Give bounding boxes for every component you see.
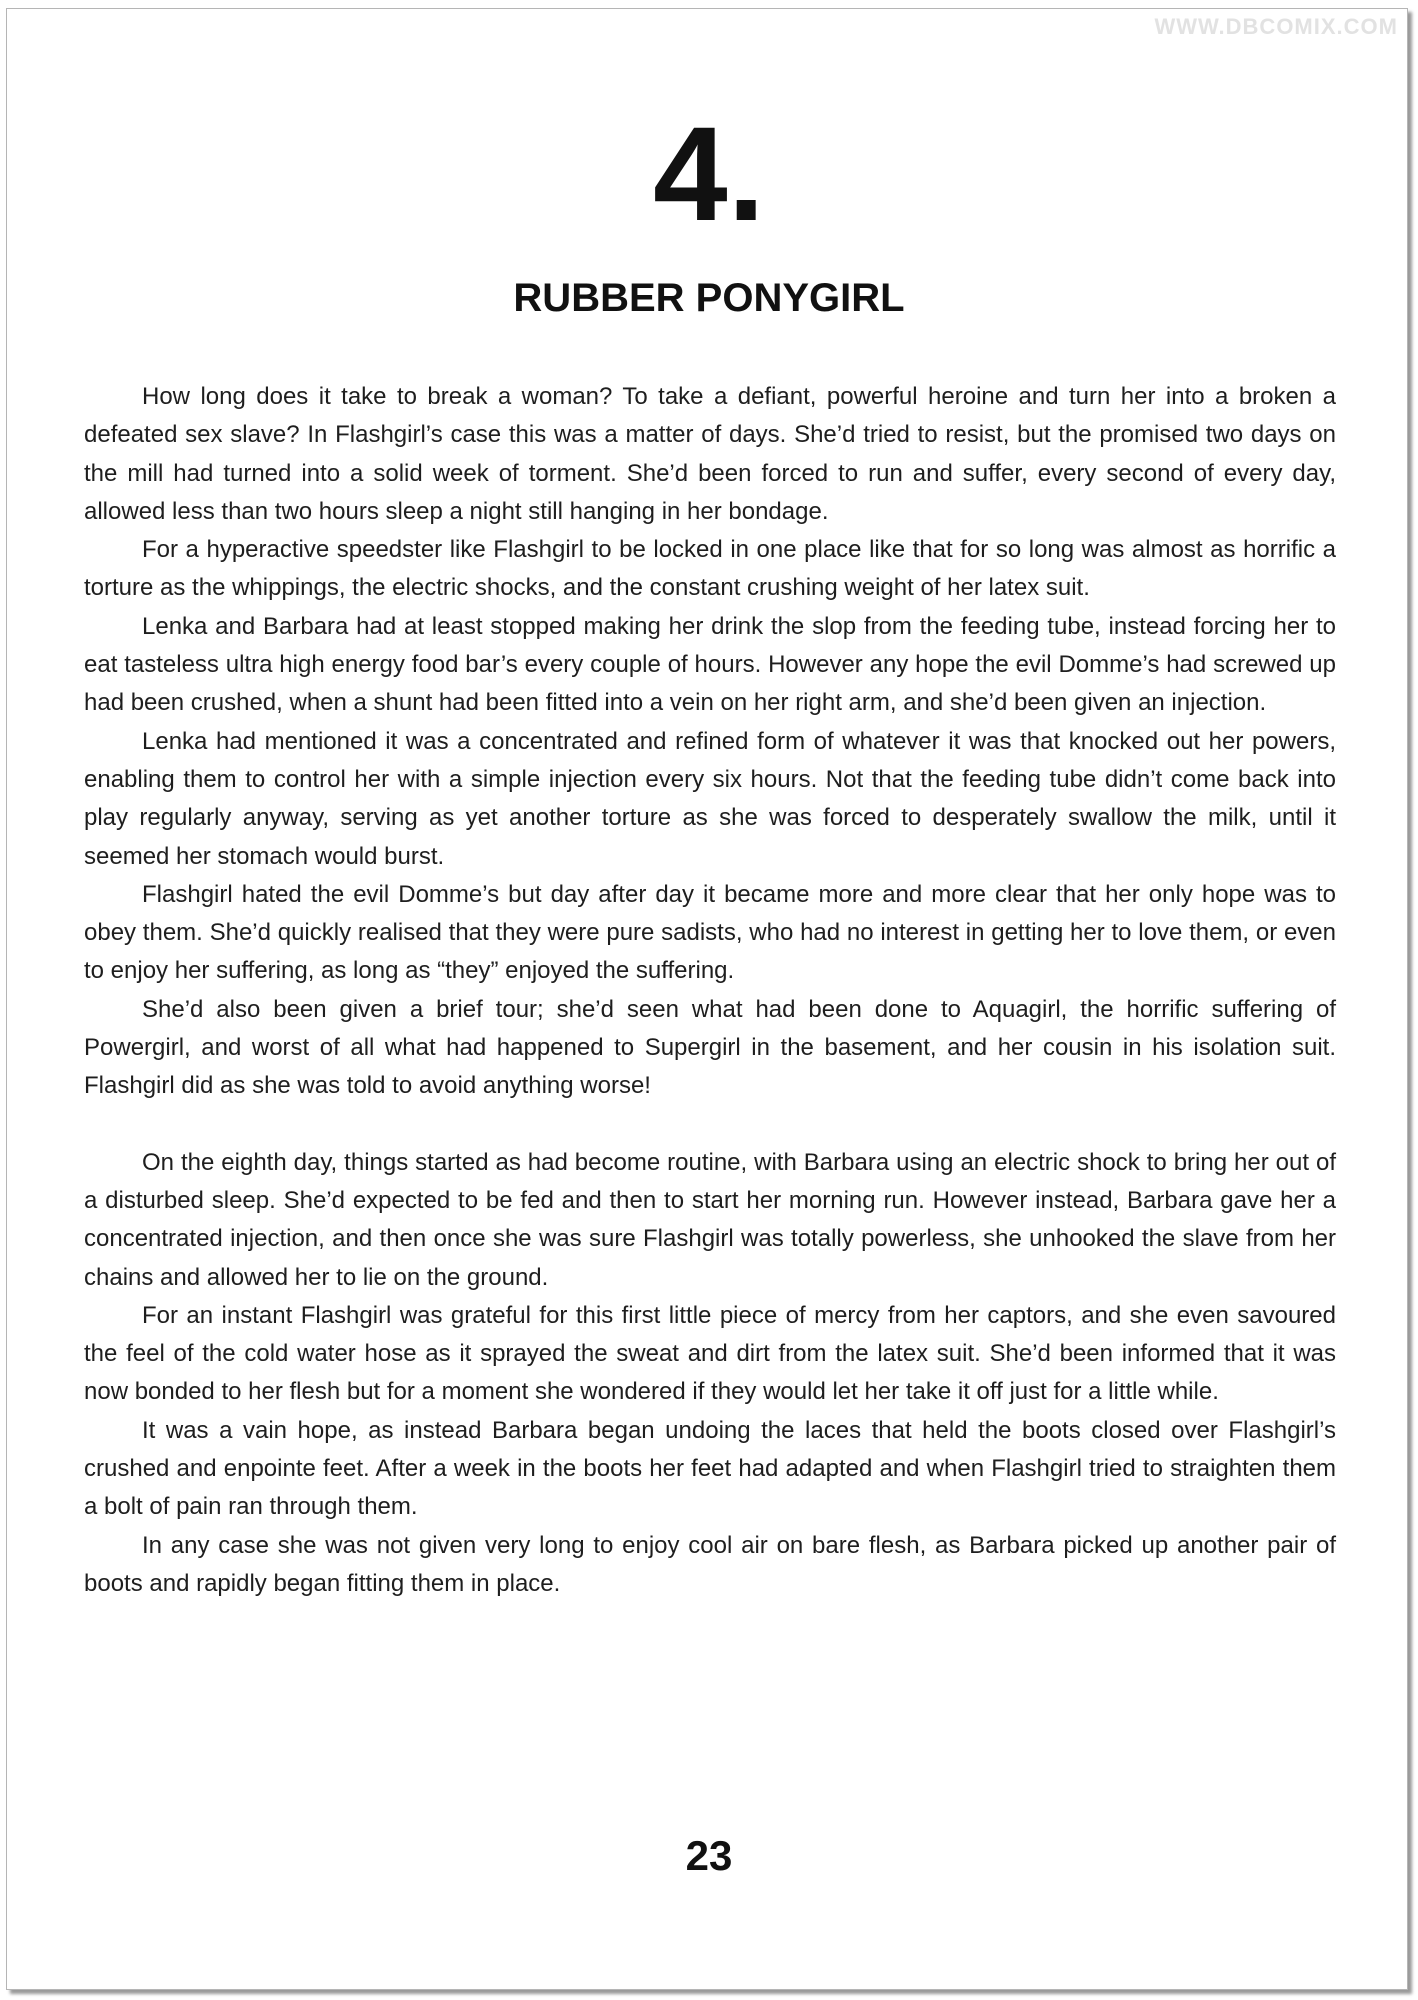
paragraph: It was a vain hope, as instead Barbara began undoing the laces that held the boots closed over Flashgirl’s crushed and enpointe feet. After a week in the boots her feet had adapted and when Flashgirl tried to straighten them a bolt of pain ran through them.: [84, 1416, 1336, 1521]
paragraph: Lenka had mentioned it was a concentrated and refined form of whatever it was that knocked out her powers, enabling them to control her with a simple injection every six hours. Not that the feeding tube didn’t come back into play regularly anyway, serving as yet another torture as she was forced to desperately swallow the milk, until it seemed her stomach would burst.: [84, 727, 1336, 870]
body-text: [84, 378, 1336, 1603]
chapter-title: RUBBER PONYGIRL: [513, 276, 905, 320]
page-number: 23: [685, 1832, 733, 1879]
watermark: WWW.DBCOMIX.COM: [1154, 14, 1398, 39]
section-break: [84, 1106, 1336, 1144]
paragraph: For an instant Flashgirl was grateful for this first little piece of mercy from her captors, and she even savoured the feel of the cold water hose as it sprayed the sweat and dirt from the latex suit. She’d been informed that it was now bonded to her flesh but for a moment she wondered if they would let her take it off just for a little while.: [84, 1301, 1336, 1406]
paragraph: On the eighth day, things started as had become routine, with Barbara using an electric shock to bring her out of a disturbed sleep. She’d expected to be fed and then to start her morning run. However instead, Barbara gave her a concentrated injection, and then once she was sure Flashgirl was totally powerless, she unhooked the slave from her chains and allowed her to lie on the ground.: [84, 1148, 1336, 1291]
paragraph: For a hyperactive speedster like Flashgirl to be locked in one place like that for so long was almost as horrific a torture as the whippings, the electric shocks, and the constant crushing weight of her latex suit.: [84, 536, 1336, 602]
paragraph: Lenka and Barbara had at least stopped making her drink the slop from the feeding tube, instead forcing her to eat tasteless ultra high energy food bar’s every couple of hours. However any hope the evil Domme’s had screwed up had been crushed, when a shunt had been fitted into a vein on her right arm, and she’d been given an injection.: [84, 612, 1336, 717]
paragraph: How long does it take to break a woman? To take a defiant, powerful heroine and turn her into a broken a defeated sex slave? In Flashgirl’s case this was a matter of days. She’d tried to resist, but the promised two days on the mill had turned into a solid week of torment. She’d been forced to run and suffer, every second of every day, allowed less than two hours sleep a night still hanging in her bondage.: [84, 383, 1336, 525]
paragraph: She’d also been given a brief tour; she’d seen what had been done to Aquagirl, the horrific suffering of Powergirl, and worst of all what had happened to Supergirl in the basement, and her cousin in his isolation suit. Flashgirl did as she was told to avoid anything worse!: [84, 995, 1336, 1100]
paragraph: In any case she was not given very long to enjoy cool air on bare flesh, as Barbara picked up another pair of boots and rapidly began fitting them in place.: [84, 1531, 1336, 1597]
chapter-number: 4.: [653, 100, 765, 249]
paragraph: Flashgirl hated the evil Domme’s but day after day it became more and more clear that her only hope was to obey them. She’d quickly realised that they were pure sadists, who had no interest in getting her to love them, or even to enjoy her suffering, as long as “they” enjoyed the suffering.: [84, 880, 1336, 985]
